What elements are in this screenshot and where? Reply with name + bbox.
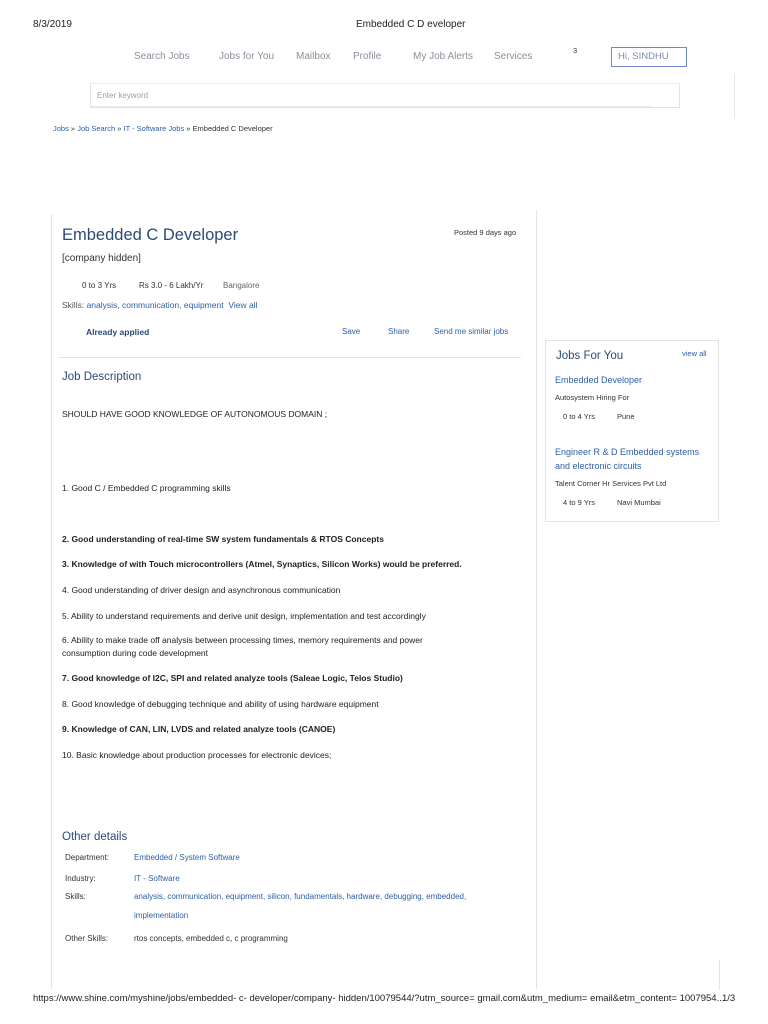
skills-value-detail-cont[interactable]: implementation [134,911,189,920]
department-label: Department: [65,853,110,862]
breadcrumb-jobs[interactable]: Jobs [53,124,69,133]
suggested-job-company: Talent Corner Hr Services Pvt Ltd [555,479,667,488]
industry-label: Industry: [65,874,96,883]
send-similar-jobs-button[interactable]: Send me similar jobs [434,327,509,336]
suggested-job-title[interactable]: Engineer R & D Embedded systems [555,447,700,457]
skills-label-detail: Skills: [65,892,86,901]
jd-line: consumption during code development [62,648,209,658]
nav-mailbox[interactable]: Mailbox [296,51,331,62]
header-divider [734,74,735,118]
share-button[interactable]: Share [388,327,410,336]
job-title: Embedded C Developer [62,226,239,244]
skills-value-detail[interactable]: analysis, communication, equipment, silicon, fundamentals, hardware, debugging, embedded, [134,892,467,901]
jd-line: 7. Good knowledge of I2C, SPI and related analyze tools (Saleae Logic, Telos Studio) [62,673,403,683]
posted-date: Posted 9 days ago [454,228,517,237]
jobs-for-you-panel [545,340,719,522]
breadcrumb-it-software-jobs[interactable]: IT - Software Jobs [123,124,185,133]
jd-line: 6. Ability to make trade off analysis between processing times, memory requirements and power [62,635,423,645]
suggested-job-location: Pune [617,412,635,421]
jd-line: 8. Good knowledge of debugging technique and ability of using hardware equipment [62,699,379,709]
suggested-job-title-cont[interactable]: and electronic circuits [555,461,642,471]
print-page-title: Embedded C D eveloper [356,19,466,30]
nav-profile[interactable]: Profile [353,51,382,62]
content-border-left [51,214,52,989]
content-border-right [536,210,537,989]
breadcrumb [53,124,273,133]
nav-my-job-alerts[interactable]: My Job Alerts [413,51,474,62]
breadcrumb-separator: » [115,124,124,133]
print-url: https://www.shine.com/myshine/jobs/embedded- c- developer/company- hidden/10079544/?utm_source= gmail.com&utm_medium= email&etm_content= 1007954... [33,993,725,1004]
jobs-for-you-view-all-link[interactable]: view all [682,349,707,358]
other-details-title: Other details [62,831,128,843]
skills-values: analysis, communication, equipment [86,300,224,310]
nav-search-jobs[interactable]: Search Jobs [134,51,190,62]
nav-jobs-for-you[interactable]: Jobs for You [219,51,275,62]
sidebar-border-right [719,960,720,990]
print-page-number: 1/3 [722,993,736,1004]
notification-count-badge[interactable]: 3 [573,46,578,55]
jd-line: 10. Basic knowledge about production processes for electronic devices; [62,750,332,760]
industry-value[interactable]: IT - Software [134,874,180,883]
section-divider [59,357,521,358]
search-input[interactable] [91,84,651,107]
jd-line: SHOULD HAVE GOOD KNOWLEDGE OF AUTONOMOUS DOMAIN ; [62,409,328,419]
suggested-job-company: Autosystem Hiring For [555,393,630,402]
jd-line: 5. Ability to understand requirements and derive unit design, implementation and test accordingly [62,611,426,621]
company-name: [company hidden] [62,253,141,264]
suggested-job-experience: 4 to 9 Yrs [563,498,595,507]
breadcrumb-current: Embedded C Developer [192,124,273,133]
nav-services[interactable]: Services [494,51,533,62]
other-skills-value: rtos concepts, embedded c, c programming [134,934,288,943]
jobs-for-you-title: Jobs For You [556,350,624,362]
search-bar [90,83,680,108]
department-value[interactable]: Embedded / System Software [134,853,240,862]
breadcrumb-separator: » [184,124,193,133]
breadcrumb-separator: » [68,124,78,133]
jd-line: 4. Good understanding of driver design and asynchronous communication [62,585,341,595]
jd-line: 2. Good understanding of real-time SW system fundamentals & RTOS Concepts [62,534,384,544]
jd-line: 1. Good C / Embedded C programming skills [62,483,231,493]
experience: 0 to 3 Yrs [82,281,117,290]
skills-summary [62,300,257,310]
salary: Rs 3.0 - 6 Lakh/Yr [139,281,204,290]
save-button[interactable]: Save [342,327,361,336]
suggested-job-location: Navi Mumbai [617,498,661,507]
skills-view-all-link[interactable]: View all [228,300,258,310]
suggested-job-experience: 0 to 4 Yrs [563,412,595,421]
jd-line: 3. Knowledge of with Touch microcontrollers (Atmel, Synaptics, Silicon Works) would be preferred. [62,559,462,569]
breadcrumb-job-search[interactable]: Job Search [77,124,116,133]
suggested-job-title[interactable]: Embedded Developer [555,375,643,385]
other-skills-label: Other Skills: [65,934,109,943]
already-applied-status: Already applied [86,327,150,337]
skills-label: Skills: [62,300,87,310]
print-date: 8/3/2019 [33,19,72,30]
jd-line: 9. Knowledge of CAN, LIN, LVDS and related analyze tools (CANOE) [62,724,336,734]
location: Bangalore [223,281,260,290]
job-description-title: Job Description [62,371,142,383]
user-menu-button[interactable]: Hi, SINDHU [611,47,687,67]
